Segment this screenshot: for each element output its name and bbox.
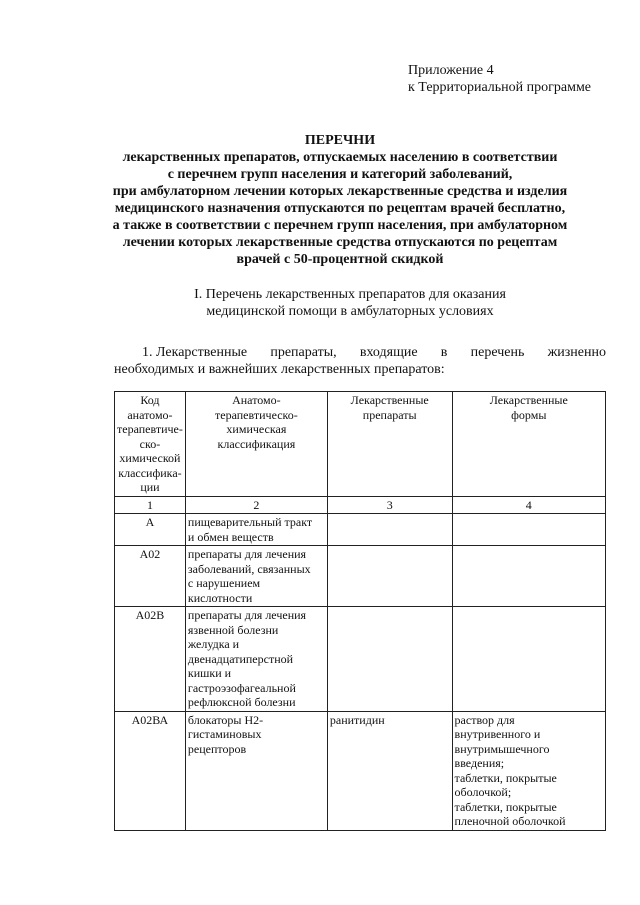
title-line: медицинского назначения отпускаются по рецептам врачей бесплатно, — [114, 201, 566, 216]
table-row — [115, 607, 606, 712]
forms-cell — [452, 607, 605, 712]
appendix-reference: к Территориальной программе — [408, 80, 592, 95]
column-number: 4 — [452, 496, 605, 514]
header-atc-classification: Анатомо- терапевтическо- химическая классификация — [185, 392, 327, 497]
table-header-row — [115, 392, 606, 497]
drug-cell: ранитидин — [327, 711, 452, 830]
title-line: с перечнем групп населения и категорий заболеваний, — [167, 167, 513, 182]
intro-word: 1. Лекарственные — [142, 345, 248, 360]
header-dosage-forms: Лекарственные формы — [452, 392, 605, 497]
atc-code-cell: А02 — [115, 546, 186, 607]
intro-word: препараты, — [270, 345, 337, 360]
header-drugs: Лекарственные препараты — [327, 392, 452, 497]
document-title — [100, 132, 580, 268]
column-number: 1 — [115, 496, 186, 514]
intro-word: входящие — [359, 345, 418, 360]
forms-cell: раствор для внутривенного и внутримышечного введения; таблетки, покрытые оболочкой; таблетки, покрытые пленочной оболочкой — [452, 711, 605, 830]
intro-word: в — [440, 345, 448, 360]
atc-code-cell: А02В — [115, 607, 186, 712]
intro-line: необходимых и важнейших лекарственных препаратов: — [114, 362, 445, 377]
atc-code-cell: А — [115, 514, 186, 546]
classification-cell: препараты для лечения язвенной болезни желудка и двенадцатиперстной кишки и гастроэзофагеальной рефлюксной болезни — [185, 607, 327, 712]
title-line: лекарственных препаратов, отпускаемых населению в соответствии — [122, 150, 558, 165]
appendix-number: Приложение 4 — [408, 63, 494, 78]
table-row — [115, 546, 606, 607]
classification-cell: препараты для лечения заболеваний, связанных с нарушением кислотности — [185, 546, 327, 607]
intro-line — [114, 344, 606, 361]
section-heading — [120, 286, 580, 320]
drug-cell — [327, 546, 452, 607]
atc-code-cell: А02ВА — [115, 711, 186, 830]
title-line: врачей с 50-процентной скидкой — [236, 252, 444, 267]
column-number-row — [115, 496, 606, 514]
forms-cell — [452, 514, 605, 546]
classification-cell: пищеварительный тракт и обмен веществ — [185, 514, 327, 546]
title-heading: ПЕРЕЧНИ — [304, 133, 376, 148]
drug-cell — [327, 514, 452, 546]
title-line: лечении которых лекарственные средства отпускаются по рецептам — [122, 235, 558, 250]
intro-word: перечень — [470, 345, 525, 360]
column-number: 3 — [327, 496, 452, 514]
intro-paragraph — [114, 344, 606, 378]
classification-cell: блокаторы Н2- гистаминовых рецепторов — [185, 711, 327, 830]
forms-cell — [452, 546, 605, 607]
table-row — [115, 711, 606, 830]
column-number: 2 — [185, 496, 327, 514]
appendix-caption — [408, 62, 591, 96]
title-line: при амбулаторном лечении которых лекарственные средства и изделия — [112, 184, 568, 199]
header-atc-code: Код анатомо- терапевтиче- ско- химической классифика- ции — [115, 392, 186, 497]
section-line: I. Перечень лекарственных препаратов для оказания — [194, 287, 506, 302]
medications-table — [114, 391, 606, 831]
table-row — [115, 514, 606, 546]
title-line: а также в соответствии с перечнем групп населения, при амбулаторном — [112, 218, 568, 233]
intro-word: жизненно — [547, 345, 606, 360]
drug-cell — [327, 607, 452, 712]
section-line: медицинской помощи в амбулаторных условиях — [206, 304, 494, 319]
